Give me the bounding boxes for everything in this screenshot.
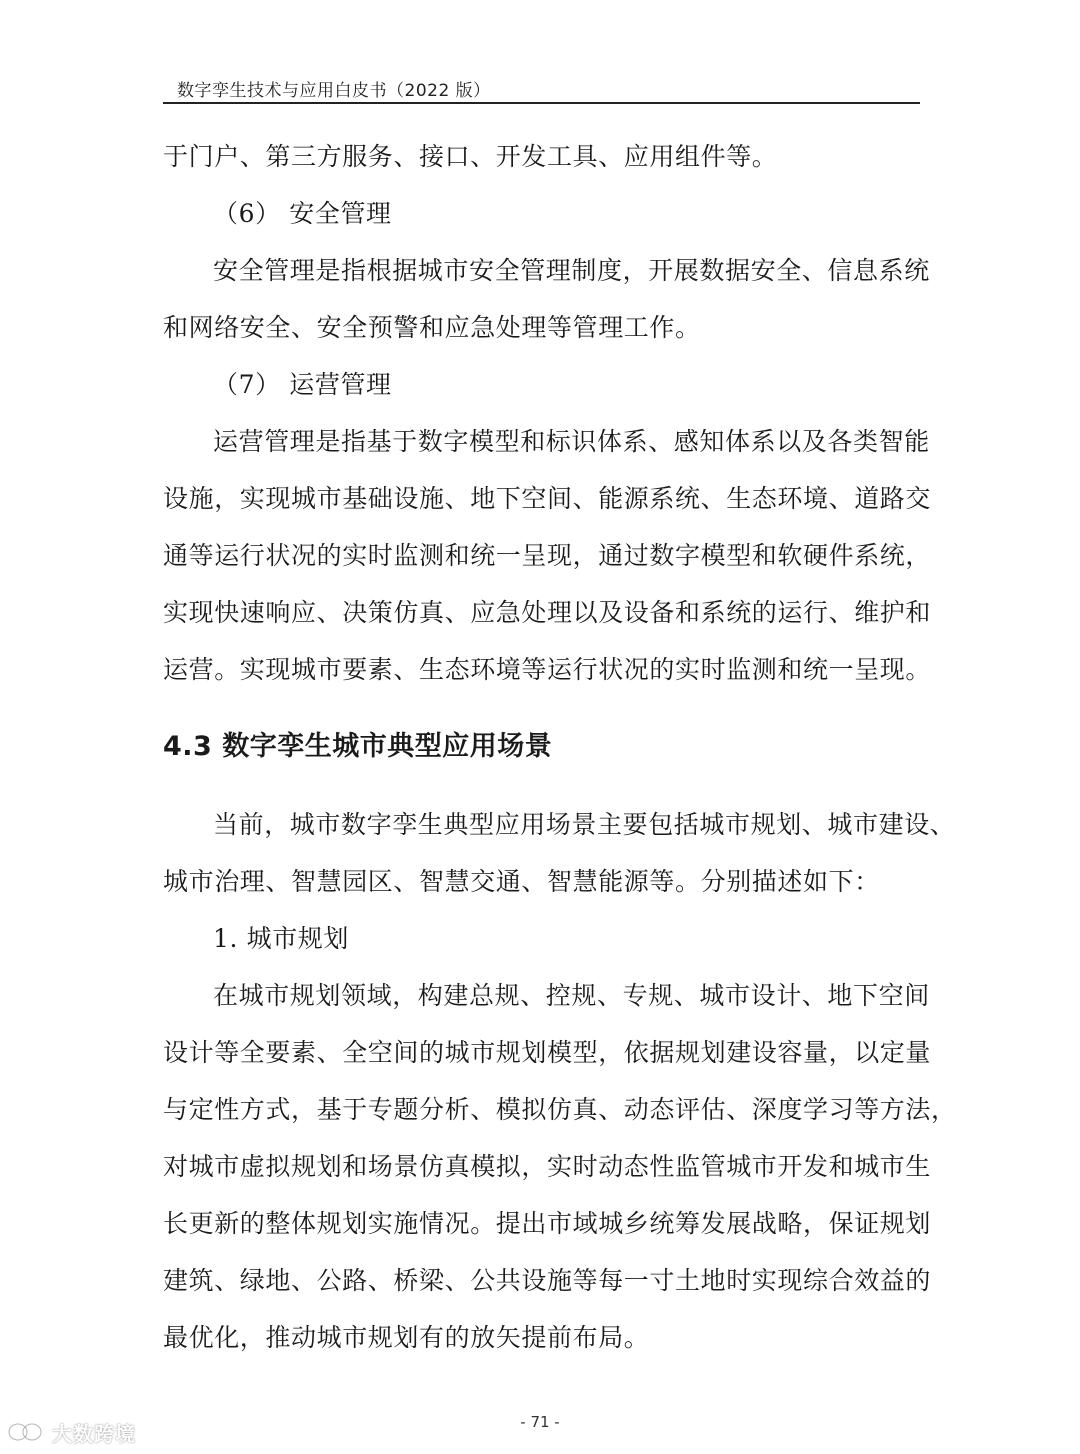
watermark-text: 大数跨境	[52, 1421, 136, 1446]
page-header	[163, 72, 920, 104]
paragraph-line: 运营。实现城市要素、生态环境等运行状况的实时监测和统一呈现。	[163, 655, 932, 684]
section-heading: 4.3 数字孪生城市典型应用场景	[163, 731, 553, 762]
running-header-title: 数字孪生技术与应用白皮书（2022 版）	[177, 81, 491, 101]
chain-link-logo-icon	[6, 1419, 46, 1445]
paragraph-line: 建筑、绿地、公路、桥梁、公共设施等每一寸土地时实现综合效益的	[163, 1266, 932, 1295]
paragraph-line: 在城市规划领域，构建总规、控规、专规、城市设计、地下空间	[213, 981, 930, 1010]
subheading-operation-management: （7） 运营管理	[213, 370, 392, 399]
paragraph-line: 设计等全要素、全空间的城市规划模型，依据规划建设容量，以定量	[163, 1038, 932, 1067]
paragraph-line: 实现快速响应、决策仿真、应急处理以及设备和系统的运行、维护和	[163, 598, 932, 627]
paragraph-line: 当前，城市数字孪生典型应用场景主要包括城市规划、城市建设、	[213, 810, 956, 839]
paragraph-line: 城市治理、智慧园区、智慧交通、智慧能源等。分别描述如下：	[163, 867, 880, 896]
paragraph-line: 运营管理是指基于数字模型和标识体系、感知体系以及各类智能	[213, 427, 930, 456]
subheading-security-management: （6） 安全管理	[213, 199, 392, 228]
paragraph-line: 安全管理是指根据城市安全管理制度，开展数据安全、信息系统	[213, 256, 930, 285]
paragraph-line: 和网络安全、安全预警和应急处理等管理工作。	[163, 313, 701, 342]
page-number: - 71 -	[520, 1413, 560, 1431]
paragraph-line: 长更新的整体规划实施情况。提出市域城乡统筹发展战略，保证规划	[163, 1209, 932, 1238]
page-body	[163, 128, 957, 1366]
paragraph-line: 于门户、第三方服务、接口、开发工具、应用组件等。	[163, 142, 778, 171]
paragraph-line: 与定性方式，基于专题分析、模拟仿真、动态评估、深度学习等方法，	[163, 1095, 957, 1124]
watermark	[6, 1414, 136, 1450]
paragraph-line: 设施，实现城市基础设施、地下空间、能源系统、生态环境、道路交	[163, 484, 932, 513]
paragraph-line: 对城市虚拟规划和场景仿真模拟，实时动态性监管城市开发和城市生	[163, 1152, 932, 1181]
paragraph-line: 最优化，推动城市规划有的放矢提前布局。	[163, 1323, 650, 1352]
subheading-urban-planning: 1. 城市规划	[213, 924, 349, 953]
paragraph-line: 通等运行状况的实时监测和统一呈现，通过数字模型和软硬件系统，	[163, 541, 932, 570]
